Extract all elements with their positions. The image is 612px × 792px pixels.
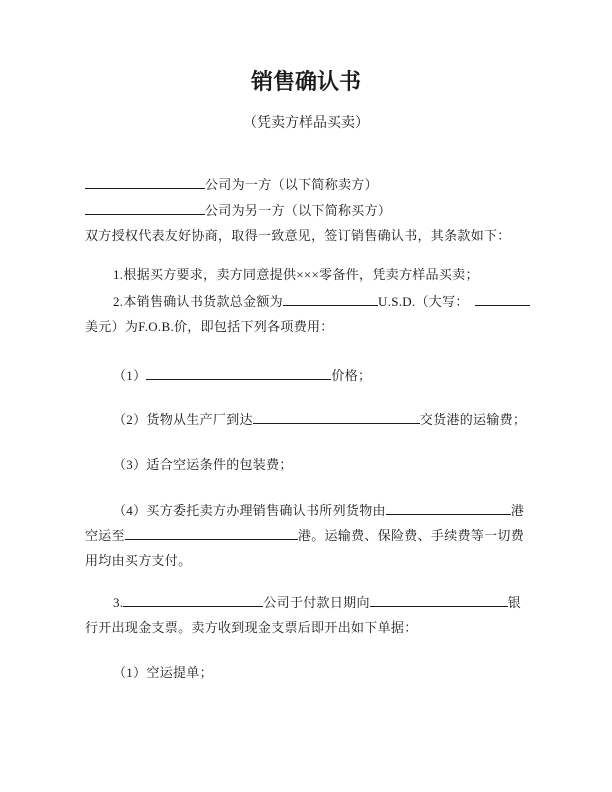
fee-item-4-line-1 bbox=[85, 498, 553, 523]
party-seller-text: 公司为一方（以下简称卖方） bbox=[205, 177, 378, 192]
fee-item-4-line2-prefix: 空运至 bbox=[85, 528, 125, 543]
party-buyer-line bbox=[85, 198, 525, 223]
fee-item-4-line-3 bbox=[85, 548, 525, 573]
destination-port-blank bbox=[125, 526, 298, 540]
fee-item-2-line bbox=[85, 407, 553, 432]
clause-2-text-before: 2.本销售确认书货款总金额为 bbox=[113, 294, 283, 309]
clause-1-text: 1.根据买方要求，卖方同意提供×××零备件，凭卖方样品买卖； bbox=[113, 267, 479, 282]
intro-text: 双方授权代表友好协商，取得一致意见，签订销售确认书，其条款如下： bbox=[85, 228, 511, 243]
delivery-port-blank bbox=[253, 410, 420, 424]
document-item-1-text: （1）空运提单； bbox=[113, 665, 213, 680]
fee-item-4-prefix: （4）买方委托卖方办理销售确认书所列货物由 bbox=[113, 503, 386, 518]
intro-line bbox=[85, 223, 525, 248]
document-item-1-line bbox=[85, 660, 553, 685]
party-buyer-text: 公司为另一方（以下简称买方） bbox=[205, 203, 392, 218]
party-seller-line bbox=[85, 172, 525, 197]
document-title: 销售确认书 bbox=[250, 69, 361, 94]
clause-2-text-continued: 美元）为F.O.B.价，即包括下列各项费用： bbox=[85, 319, 334, 334]
amount-in-words-blank bbox=[475, 292, 530, 306]
clause-3-label: 3. bbox=[113, 595, 124, 610]
document-subtitle: （凭卖方样品买卖） bbox=[243, 116, 369, 131]
fee-item-1-line bbox=[85, 363, 553, 388]
clause-3-text-between: 公司于付款日期向 bbox=[263, 595, 370, 610]
buyer-name-blank bbox=[85, 201, 205, 215]
bank-name-blank bbox=[370, 593, 508, 607]
fee-item-4-suffix: 港 bbox=[510, 503, 525, 518]
fee-item-2-suffix: 交货港的运输费； bbox=[419, 412, 527, 427]
fee-item-1-suffix: 价格； bbox=[331, 368, 372, 383]
fee-item-4-line3-text: 用均由买方支付。 bbox=[85, 553, 192, 568]
clause-1-line bbox=[85, 262, 553, 287]
fee-item-1-label: （1） bbox=[113, 368, 147, 383]
price-term-blank bbox=[146, 366, 331, 380]
clause-2-text-between: U.S.D.（大写： bbox=[377, 294, 469, 309]
clause-3-text-continued: 行开出现金支票。卖方收到现金支票后即开出如下单据： bbox=[85, 620, 418, 635]
clause-3-text-after: 银 bbox=[507, 595, 522, 610]
clause-3-line-1 bbox=[85, 590, 553, 615]
seller-name-blank bbox=[85, 175, 205, 189]
clause-2-line-1 bbox=[85, 289, 553, 314]
total-amount-blank bbox=[283, 292, 378, 306]
fee-item-4-line-2 bbox=[85, 523, 525, 548]
fee-item-3-line bbox=[85, 452, 553, 477]
origin-port-blank bbox=[386, 501, 511, 515]
fee-item-3-text: （3）适合空运条件的包装费； bbox=[113, 457, 293, 472]
fee-item-2-prefix: （2）货物从生产厂到达 bbox=[113, 412, 253, 427]
fee-item-4-line2-suffix: 港。运输费、保险费、手续费等一切费 bbox=[297, 528, 525, 543]
clause-2-line-2 bbox=[85, 314, 525, 339]
payer-company-blank bbox=[123, 593, 263, 607]
clause-3-line-2 bbox=[85, 615, 525, 640]
